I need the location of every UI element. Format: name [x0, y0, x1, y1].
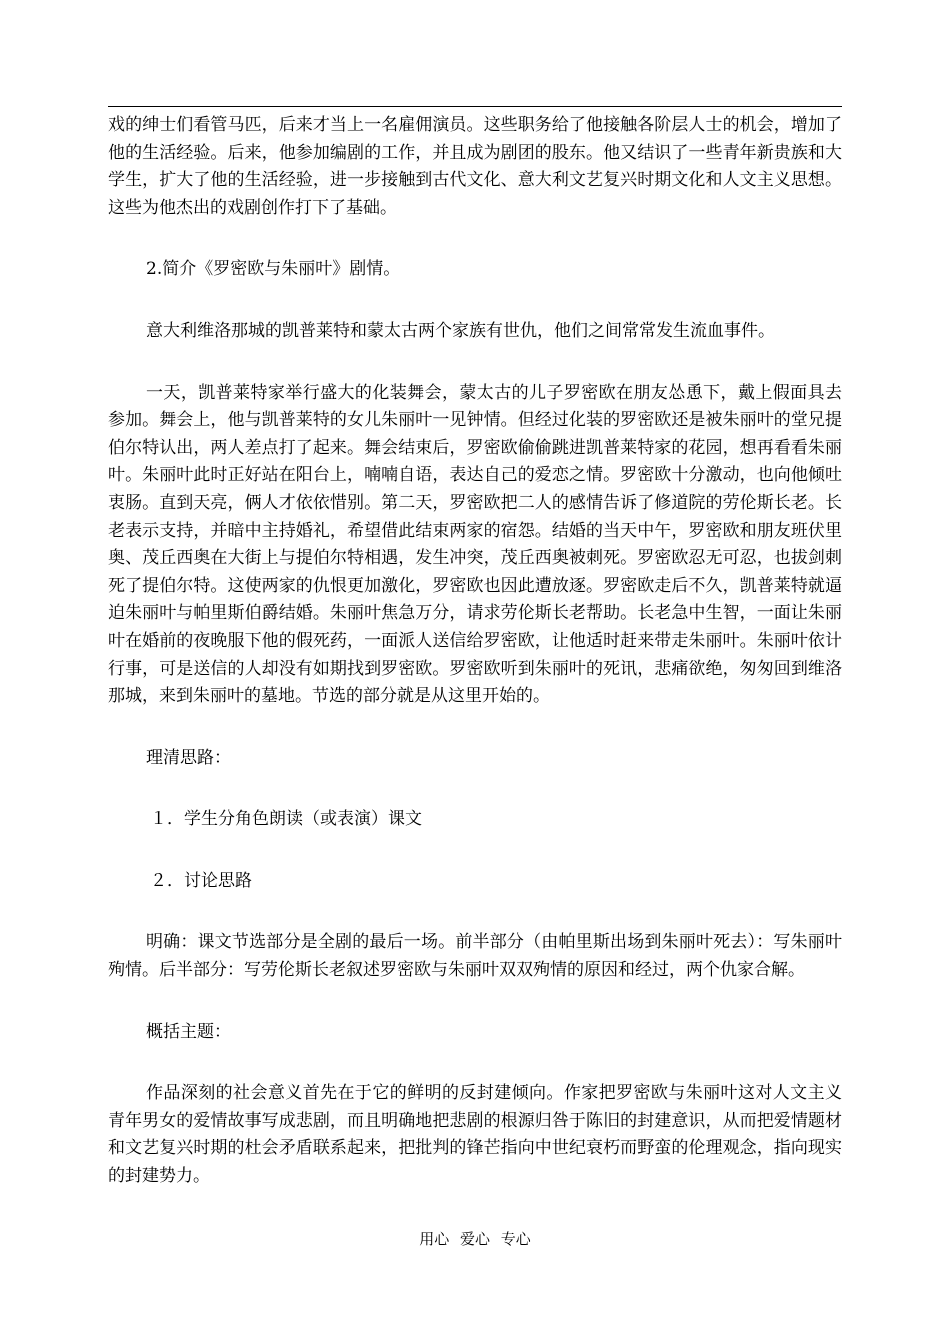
paragraph-continuation: 戏的绅士们看管马匹，后来才当上一名雇佣演员。这些职务给了他接触各阶层人士的机会，增加了他的生活经验。后来，他参加编剧的工作，并且成为剧团的股东。他又结识了一些青年新贵族和大学生，扩大了他的生活经验，进一步接触到古代文化、意大利文艺复兴时期文化和人文主义思想。这些为他杰出的戏剧创作打下了基础。: [108, 115, 842, 218]
header-rule: [108, 106, 842, 107]
list-item-reading: １．学生分角色朗读（或表演）课文: [150, 809, 422, 830]
paragraph-plot-summary: 一天，凯普莱特家举行盛大的化装舞会，蒙太古的儿子罗密欧在朋友怂恿下，戴上假面具去参加。舞会上，他与凯普莱特的女儿朱丽叶一见钟情。但经过化装的罗密欧还是被朱丽叶的堂兄提伯尔特认出，两人差点打了起来。舞会结束后，罗密欧偷偷跳进凯普莱特家的花园，想再看看朱丽叶。朱丽叶此时正好站在阳台上，喃喃自语，表达自己的爱恋之情。罗密欧十分激动，也向他倾吐衷肠。直到天亮，俩人才依依惜别。第二天，罗密欧把二人的感情告诉了修道院的劳伦斯长老。长老表示支持，并暗中主持婚礼，希望借此结束两家的宿怨。结婚的当天中午，罗密欧和朋友班伏里奥、茂丘西奥在大街上与提伯尔特相遇，发生冲突，茂丘西奥被刺死。罗密欧忍无可忍，也拔剑刺死了提伯尔特。这使两家的仇恨更加激化，罗密欧也因此遭放逐。罗密欧走后不久，凯普莱特就逼迫朱丽叶与帕里斯伯爵结婚。朱丽叶焦急万分，请求劳伦斯长老帮助。长老急中生智，一面让朱丽叶在婚前的夜晚服下他的假死药，一面派人送信给罗密欧，让他适时赶来带走朱丽叶。朱丽叶依计行事，可是送信的人却没有如期找到罗密欧。罗密欧听到朱丽叶的死讯，悲痛欲绝，匆匆回到维洛那城，来到朱丽叶的墓地。节选的部分就是从这里开始的。: [108, 382, 842, 707]
paragraph-feud: 意大利维洛那城的凯普莱特和蒙太古两个家族有世仇，他们之间常常发生流血事件。: [146, 320, 775, 341]
page-footer: 用心 爱心 专心: [419, 1230, 531, 1248]
paragraph-theme: 作品深刻的社会意义首先在于它的鲜明的反封建倾向。作家把罗密欧与朱丽叶这对人文主义青年男女的爱情故事写成悲剧，而且明确地把悲剧的根源归咎于陈旧的封建意识，从而把爱情题材和文艺复兴时期的杜会矛盾联系起来，把批判的锋芒指向中世纪衰朽而野蛮的伦理观念，指向现实的封建势力。: [108, 1083, 842, 1187]
paragraph-clarification: 明确：课文节选部分是全剧的最后一场。前半部分（由帕里斯出场到朱丽叶死去）：写朱丽叶殉情。后半部分：写劳伦斯长老叙述罗密欧与朱丽叶双双殉情的原因和经过，两个仇家合解。: [108, 932, 842, 981]
section-heading-plot-intro: 2.简介《罗密欧与朱丽叶》剧情。: [146, 259, 401, 280]
list-item-discussion: ２．讨论思路: [150, 870, 252, 891]
heading-theme: 概括主题：: [146, 1021, 231, 1042]
heading-structure: 理清思路：: [146, 747, 231, 768]
document-body: [108, 112, 842, 1191]
